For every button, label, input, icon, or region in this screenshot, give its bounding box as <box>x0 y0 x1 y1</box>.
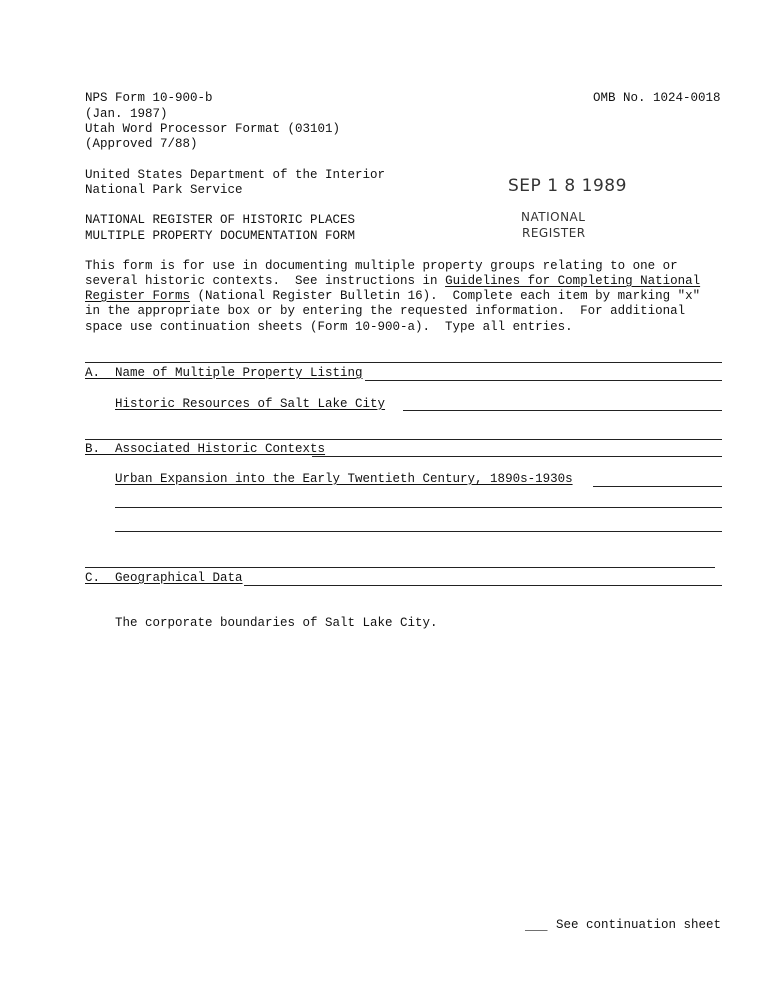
section-b-heading: B. Associated Historic Contexts <box>85 442 326 456</box>
form-title-line2: MULTIPLE PROPERTY DOCUMENTATION FORM <box>85 229 356 243</box>
instructions-line <box>85 274 700 289</box>
section-heading-rule <box>365 380 722 381</box>
blank-context-line[interactable] <box>115 531 722 532</box>
form-title-line1: NATIONAL REGISTER OF HISTORIC PLACES <box>85 213 356 227</box>
section-heading-rule <box>312 456 722 457</box>
instructions-line: in the appropriate box or by entering the requested information. For additional <box>85 304 686 318</box>
geographical-data-field[interactable]: The corporate boundaries of Salt Lake City. <box>115 616 438 630</box>
multiple-property-name-field[interactable]: Historic Resources of Salt Lake City <box>115 397 386 411</box>
section-a-heading: A. Name of Multiple Property Listing <box>85 366 363 380</box>
instructions-line <box>85 289 700 304</box>
department-name: United States Department of the Interior <box>85 168 386 182</box>
stamp-label-national: NATIONAL <box>521 210 586 224</box>
guidelines-reference: Guidelines for Completing National <box>445 274 701 288</box>
section-divider <box>85 439 722 440</box>
section-heading-rule <box>244 585 722 586</box>
instructions-line: This form is for use in documenting multiple property groups relating to one or <box>85 259 678 273</box>
instructions-text: (National Register Bulletin 16). Complete each item by marking "x" <box>190 289 701 303</box>
blank-context-line[interactable] <box>115 507 722 508</box>
received-date-stamp: SEP 1 8 1989 <box>508 176 627 196</box>
stamp-label-register: REGISTER <box>522 226 586 240</box>
continuation-sheet-checkbox[interactable]: ___ <box>525 919 548 933</box>
continuation-sheet-label: See continuation sheet <box>556 918 722 932</box>
field-rule <box>403 410 722 411</box>
section-divider <box>85 362 722 363</box>
instructions-line: space use continuation sheets (Form 10-900-a). Type all entries. <box>85 320 573 334</box>
instructions-text: several historic contexts. See instructions in <box>85 274 446 288</box>
form-date: (Jan. 1987) <box>85 107 168 121</box>
field-rule <box>593 486 722 487</box>
approval-date: (Approved 7/88) <box>85 137 198 151</box>
word-processor-format: Utah Word Processor Format (03101) <box>85 122 341 136</box>
section-c-heading: C. Geographical Data <box>85 571 243 585</box>
guidelines-reference: Register Forms <box>85 289 191 303</box>
historic-context-field[interactable]: Urban Expansion into the Early Twentieth Century, 1890s-1930s <box>115 472 573 486</box>
form-number: NPS Form 10-900-b <box>85 91 213 105</box>
omb-number: OMB No. 1024-0018 <box>593 91 721 105</box>
section-divider <box>85 567 715 568</box>
service-name: National Park Service <box>85 183 243 197</box>
